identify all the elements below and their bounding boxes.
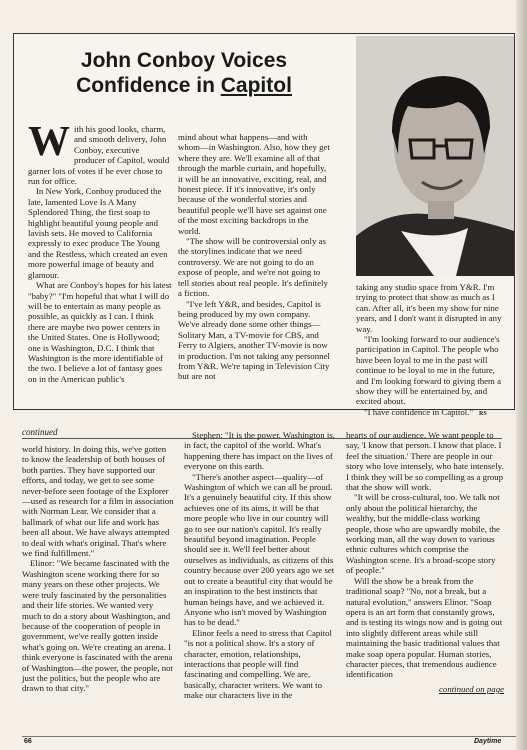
paragraph: Elinor feels a need to stress that Capitol "is not a political show. It's a story of character, emotion, relationships, interactions that people will find fascinating and compelling. We are, basically, character writers. We want to make our characters live in the <box>184 627 332 701</box>
paragraph: Stephen: "It is the power. Washington is, in fact, the capitol of the world. What's happening there has impact on the lives of everyone on this earth. <box>184 430 335 472</box>
paragraph: "It will be cross-cultural, too. We talk not only about the political hierarchy, the wealthy, but the middle-class working people, those who are upwardly mobile, the working man, all the way down to various ethnic cultures which comprise the Washington scene. It's a broad-scope story of people." <box>346 492 500 576</box>
portrait-illustration <box>356 36 514 276</box>
top-column-2 <box>178 132 330 382</box>
headline-line-2: Confidence in Capitol <box>76 74 292 97</box>
drop-cap: W <box>28 119 70 165</box>
paragraph: Will the show be a break from the traditional soap? "No, not a break, but a natural evolution," answers Elinor. "Soap opera is an art form that constantly grows, and is testing its wings now and is going out into slightly different areas while still maintaining the basic traditional values that make soap opera popular. Human stories, character pieces, that tremendous audience identification <box>346 575 503 680</box>
paragraph: "I have confidence in Capitol." RS <box>364 406 487 417</box>
continued-on-note: continued on page <box>439 683 504 694</box>
magazine-name: Daytime <box>474 738 502 745</box>
end-mark: RS <box>479 410 487 417</box>
feature-box <box>13 33 515 417</box>
bottom-column-2 <box>184 430 336 701</box>
bottom-column-1 <box>22 444 174 694</box>
paragraph: What are Conboy's hopes for his latest "baby?" "I'm hopeful that what I will do will be to entertain as many people as possible, as quickly as I can. I think there are maybe two power centers in the United States. One is Hollywood; one is Washington, D.C. I think that Washington is the more identifiable of the two. I believe a lot of fantasy goes on in the American public's <box>28 280 172 384</box>
page-number: 66 <box>24 738 32 745</box>
paragraph: "I've left Y&R, and besides, Capitol is being produced by my own company. We've already done some other things—Solitary Man, a TV-movie for CBS, and Ferry to Algiers, another TV-movie is now in production. I'm not taking any personnel from Y&R. We're taping in Television City but are not <box>178 298 330 382</box>
portrait-photo <box>356 36 514 276</box>
footer-rule <box>22 736 517 737</box>
page-edge-shadow <box>516 0 527 750</box>
paragraph: taking any studio space from Y&R. I'm trying to protect that show as much as I can. After all, it's been my show for nine years, and I don't want it disrupted in any way. <box>356 282 502 334</box>
headline <box>14 48 354 98</box>
paragraph: "I'm looking forward to our audience's participation in Capitol. The people who have been loyal to me in the past will continue to be loyal to me in the future, and I'm looking forward to giving them a show they will be entertained by, and excited about. <box>356 334 501 407</box>
bottom-column-3 <box>346 430 504 694</box>
paragraph: mind about what happens—and with whom—in Washington. Also, how they get where they are. We'll examine all of that through the marble curtain, and hopefully, it will be an innovative, exciting, real, and honest piece. If it's innovative, it's only because of the wonderful stories and beautiful people we'll have set against one of the most exciting backdrops in the world. <box>178 132 330 236</box>
paragraph: Elinor: "We became fascinated with the Washington scene working there for so many years on these other projects. We were truly fascinated by the personalities and their life stories. We wanted very much to do a story about Washington, and because of the cooperation of people in government, we've really gotten inside what's going on. We're creating an arena. I think everyone is fascinated with the arena of Washington—the power, the people, not just the politics, but the people who are drawn to that city." <box>22 558 173 694</box>
paragraph: In New York, Conboy produced the late, lamented Love Is A Many Splendored Thing, the first soap to highlight beautiful young people and lavish sets. He moved to California expressly to exec produce The Young and the Restless, which created an even more powerful image of beauty and glamour. <box>28 186 168 280</box>
show-title: Capitol <box>220 74 292 97</box>
headline-line-1: John Conboy Voices <box>80 49 288 72</box>
paragraph: world history. In doing this, we've gotten to know the leadership of both houses of both parties. They have supported our efforts, and today, we get to see some never-before seen footage of the Explorer—used as research for a film in association with Norman Lear. We consider that a hallmark of what our life and work has been all about. We have always attempted to deal with what's original. That's where we find fulfillment." <box>22 444 174 559</box>
paragraph: ith his good looks, charm, and smooth delivery, John Conboy, executive producer of Capitol, would garner lots of votes if he ever chose to run for office. <box>28 124 170 187</box>
paragraph: "The show will be controversial only as the storylines indicate that we need controversy. We are not going to do an expose of people, and we're not going to tell stories about real people. It's definitely a fiction. <box>178 236 328 299</box>
top-column-1 <box>28 119 172 384</box>
paragraph: "There's another aspect—quality—of Washington of which we can all be proud. It's a genuinely beautiful city. If this show achieves one of its aims, it will be that more people who live in our country will go to see our nation's capitol. It's really beautiful beyond imagination. People should see it. We'll feel better about ourselves as individuals, as citizens of this country because over 200 years ago we set out to create a beautiful city that would be an inspiration to the best instincts that human beings have, and we achieved it. Anyone who isn't moved by Washington has to be dead." <box>184 471 335 628</box>
top-column-3 <box>356 282 508 419</box>
paragraph: hearts of our audience. We want people to say, 'I know that person. I know that place. I feel the situation.' There are people in our story who love intensely, who hate intensely. I think they will be so compelling as a group that the show will work. <box>346 430 504 493</box>
continued-label: continued <box>22 427 58 437</box>
